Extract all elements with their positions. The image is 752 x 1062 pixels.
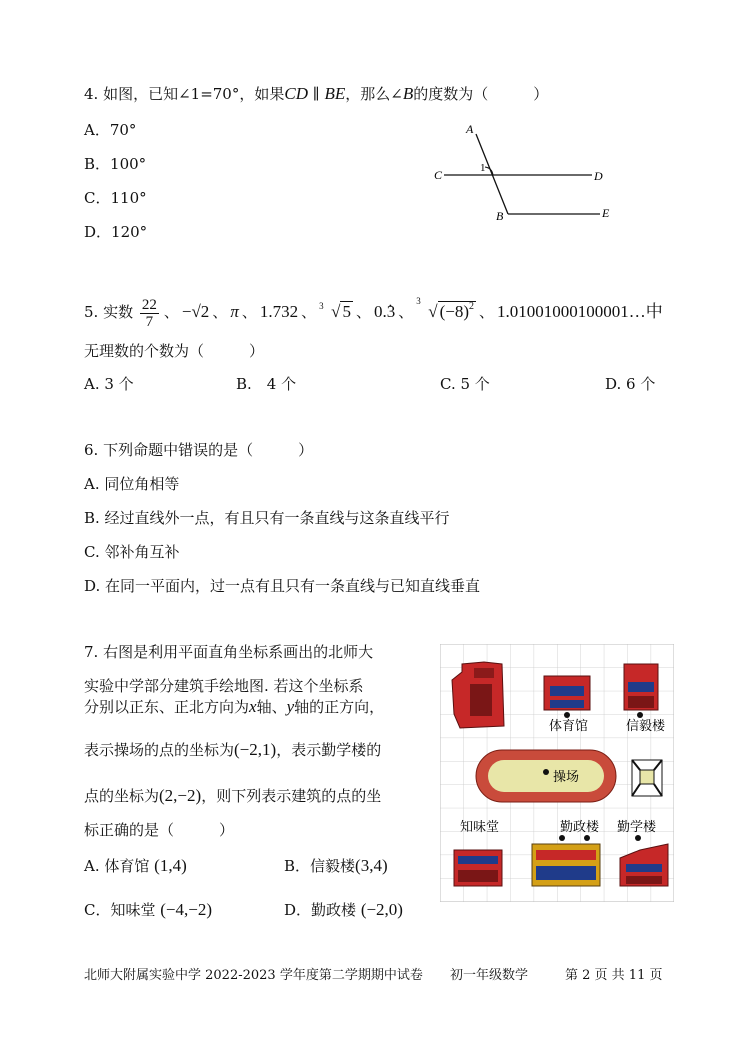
footer-page: 第 2 页 共 11 页 — [565, 968, 663, 983]
map-building-gym — [544, 676, 590, 710]
q5-sep: 、 — [301, 303, 317, 321]
q6-option-a: A. 同位角相等 — [84, 475, 180, 493]
q7-option-a-label: A. 体育馆 — [84, 857, 150, 875]
q7-option-c — [84, 900, 212, 920]
q6-option-c: C. 邻补角互补 — [84, 543, 180, 561]
map-label-playground: 操场 — [553, 770, 580, 785]
q4-stem-prefix: 4. 如图，已知∠1=70°，如果 — [84, 85, 285, 103]
q6-stem: 6. 下列命题中错误的是（ ） — [84, 441, 314, 459]
q5-cbrt-neg8-radicand: (−8) — [439, 302, 470, 321]
q5-option-d: D. 6 个 — [605, 375, 656, 393]
q4-option-d: D．120° — [84, 223, 148, 241]
q4-figure — [430, 118, 620, 228]
q5-frac-num: 22 — [141, 296, 157, 313]
q5-option-b: B. 4 个 — [236, 375, 297, 393]
q7-y: y — [286, 697, 295, 716]
q4-stem-mid: ，那么∠ — [345, 85, 403, 103]
q4-option-a: A．70° — [84, 121, 137, 139]
q5-sep: 、 — [241, 303, 257, 321]
q7-line5a: 点的坐标为 — [84, 787, 160, 805]
q7-line2: 实验中学部分建筑手绘地图. 若这个坐标系 — [84, 677, 364, 695]
q4-label-e: E — [602, 206, 610, 220]
q7-line3a: 分别以正东、正北方向为 — [84, 698, 250, 716]
q7-line4a: 表示操场的点的坐标为 — [84, 741, 235, 759]
q5-cbrt-neg8: 3 √ $(-8)^2$ — [416, 290, 476, 329]
q4-stem — [84, 84, 548, 104]
q7-option-d-label: D．勤政楼 — [284, 901, 357, 919]
q5-fraction — [140, 297, 159, 330]
q5-neg-sqrt2: −√2 — [181, 302, 210, 321]
q5-cbrt5-index: 3 — [319, 301, 324, 311]
q5-sep: 、 — [355, 303, 371, 321]
q7-line3c: 轴的正方向， — [294, 698, 385, 716]
map-point-qinxue-dot — [584, 835, 590, 841]
q4-option-c: C．110° — [84, 189, 147, 207]
q7-map — [440, 644, 674, 902]
q4-parallel: ∥ — [307, 85, 325, 103]
q5-option-c: C. 5 个 — [440, 375, 490, 393]
q5-frac-den: 7 — [145, 313, 154, 330]
q4-be: BE — [324, 84, 346, 103]
q5-line2: 无理数的个数为（ ） — [84, 342, 265, 360]
q5-cbrt-neg8-exp: 2 — [469, 301, 475, 312]
q5-decimal: 1.732 — [259, 302, 299, 321]
q7-line5 — [84, 786, 381, 806]
footer-school: 北师大附属实验中学 2022-2023 学年度第二学期期中试卷 — [84, 968, 423, 983]
q7-option-b-label: B．信毅楼 — [284, 857, 356, 875]
q7-line5b: ，则下列表示建筑的点的坐 — [201, 787, 382, 805]
q7-coord-playground: (−2,1) — [234, 740, 277, 759]
q5-sep: 、 — [479, 303, 495, 321]
q5-repeating-main: 0. — [374, 302, 387, 321]
q7-line1: 7. 右图是利用平面直角坐标系画出的北师大 — [84, 643, 374, 661]
q4-stem-suffix: 的度数为（ ） — [413, 85, 549, 103]
map-building-qinzheng — [532, 844, 600, 886]
q6-option-d: D. 在同一平面内，过一点有且只有一条直线与已知直线垂直 — [84, 577, 481, 595]
q5-cbrt5: 3 √ 5 — [319, 295, 353, 329]
map-building-zhiwei — [454, 850, 502, 886]
q7-line3b: 轴、 — [256, 698, 287, 716]
q6-option-b: B. 经过直线外一点，有且只有一条直线与这条直线平行 — [84, 509, 450, 527]
map-point-playground — [543, 769, 549, 775]
map-icon-right — [632, 760, 662, 796]
q7-line4 — [84, 740, 381, 760]
q4-label-c: C — [434, 168, 443, 182]
q5-repeating-digit: 3 · — [387, 302, 396, 321]
q7-coord-qinxue: (2,−2) — [159, 786, 202, 805]
q7-option-b — [284, 856, 388, 876]
map-playground — [476, 750, 616, 802]
q4-label-a: A — [466, 122, 474, 136]
map-label-xinyi: 信毅楼 — [626, 719, 666, 734]
map-label-qinxue: 勤学楼 — [617, 820, 657, 835]
q7-option-a-coord: (1,4) — [154, 856, 187, 875]
footer-grade: 初一年级数学 — [450, 968, 529, 983]
q5-stem — [84, 290, 663, 330]
q4-label-b: B — [496, 209, 504, 223]
map-label-qinzheng: 勤政楼 — [560, 820, 600, 835]
q7-line6: 标正确的是（ ） — [84, 821, 235, 839]
q5-pi: π — [230, 302, 239, 321]
q7-x: x — [249, 697, 257, 716]
q7-line3 — [84, 697, 384, 717]
q5-sep: 、 — [163, 303, 179, 321]
map-label-zhiwei: 知味堂 — [460, 820, 500, 835]
map-point-xinyi — [637, 712, 643, 718]
q7-option-d — [284, 900, 403, 920]
q7-option-c-label: C．知味堂 — [84, 901, 156, 919]
map-point-qinzheng — [559, 835, 565, 841]
q7-option-d-coord: (−2,0) — [360, 900, 403, 919]
q5-prefix: 5. 实数 — [84, 303, 134, 321]
q7-line4b: ，表示勤学楼的 — [276, 741, 382, 759]
q5-long-decimal: 1.01001000100001…中 — [497, 302, 663, 321]
q5-sep: 、 — [398, 303, 414, 321]
map-point-qinxue — [635, 835, 641, 841]
map-label-gym: 体育馆 — [549, 719, 589, 734]
q4-b: B — [402, 84, 414, 103]
q4-cd: CD — [284, 84, 308, 103]
map-point-gym — [564, 712, 570, 718]
q5-sep: 、 — [212, 303, 228, 321]
q7-option-b-coord: (3,4) — [355, 856, 388, 875]
q7-option-c-coord: (−4,−2) — [160, 900, 213, 919]
q4-label-d: D — [594, 169, 603, 183]
map-building-xinyi — [624, 664, 658, 710]
q4-option-b: B．100° — [84, 155, 147, 173]
q5-option-a: A. 3 个 — [84, 375, 134, 393]
q5-cbrt-neg8-index: 3 — [416, 296, 421, 306]
q4-angle-1: 1 — [480, 162, 486, 174]
q5-cbrt5-radicand: 5 — [342, 302, 351, 321]
q7-option-a — [84, 856, 187, 876]
